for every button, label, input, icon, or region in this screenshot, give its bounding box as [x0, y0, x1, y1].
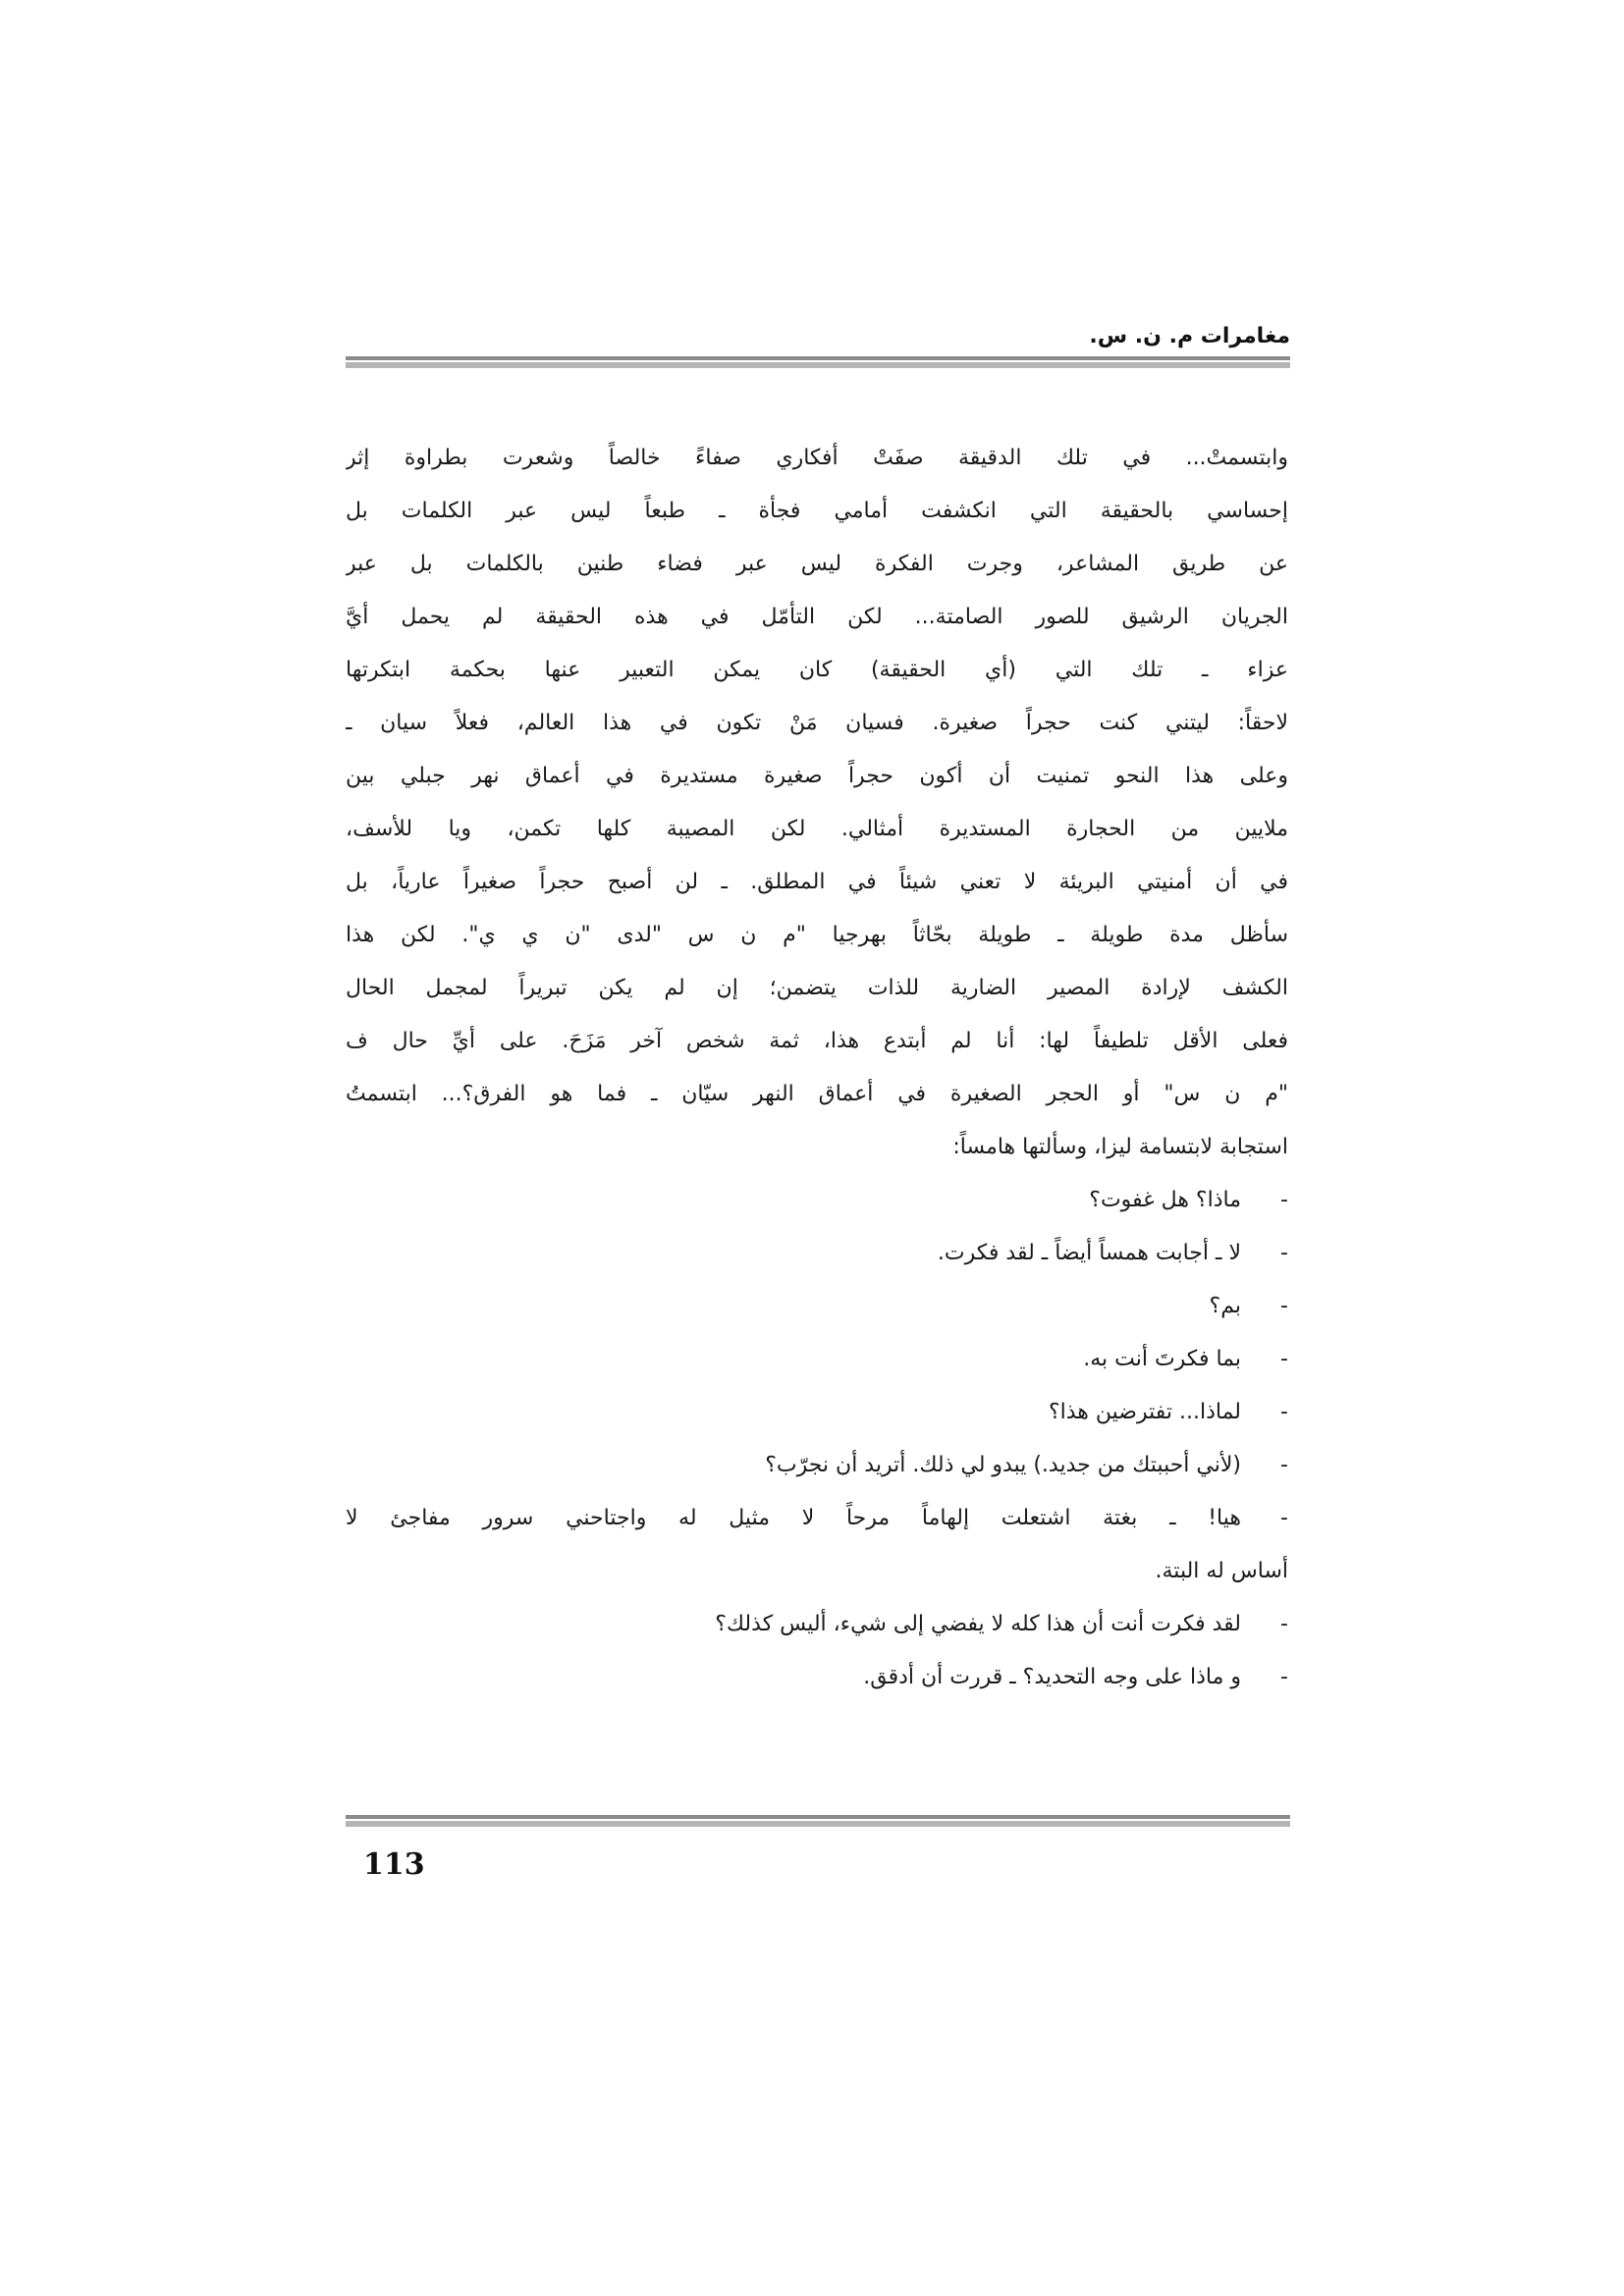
dialogue-dash: -: [1280, 1612, 1288, 1636]
dialogue-text: لقد فكرت أنت أن هذا كله لا يفضي إلى شيء، أليس كذلك؟: [715, 1612, 1241, 1636]
dialogue-line: [346, 1333, 1288, 1386]
dialogue-line: [346, 1439, 1288, 1492]
text-line: ملايين من الحجارة المستديرة أمثالي. لكن المصيبة كلها تكمن، ويا للأسف،: [346, 817, 1288, 841]
dialogue-block: [346, 1174, 1288, 1704]
dialogue-text: و ماذا على وجه التحديد؟ ـ قررت أن أدقق.: [863, 1665, 1241, 1689]
text-line: وابتسمتْ... في تلك الدقيقة صفَتْ أفكاري صفاءً خالصاً وشعرت بطراوة إثر: [346, 446, 1288, 470]
text-line: فعلى الأقل تلطيفاً لها: أنا لم أبتدع هذا، ثمة شخص آخر مَزَحَ. على أيِّ حال ف: [346, 1029, 1288, 1053]
dialogue-text: لماذا... تفترضين هذا؟: [1048, 1400, 1241, 1424]
text-line: إحساسي بالحقيقة التي انكشفت أمامي فجأة ـ طبعاً ليس عبر الكلمات بل: [346, 499, 1288, 523]
text-line: عزاء ـ تلك التي (أي الحقيقة) كان يمكن التعبير عنها بحكمة ابتكرتها: [346, 658, 1288, 682]
dialogue-line: [346, 1651, 1288, 1704]
dialogue-dash: -: [1280, 1665, 1288, 1689]
body-text: [346, 432, 1288, 1704]
header-rule: [346, 356, 1290, 368]
text-line: استجابة لابتسامة ليزا، وسألتها هامساً:: [952, 1135, 1288, 1159]
dialogue-text: (لأني أحببتك من جديد.) يبدو لي ذلك. أتريد أن نجرّب؟: [765, 1453, 1241, 1477]
dialogue-line: [346, 1492, 1288, 1545]
dialogue-line: [346, 1386, 1288, 1439]
dialogue-text: هيا! ـ بغتة اشتعلت إلهاماً مرحاً لا مثيل له واجتاحني سرور مفاجئ لا: [346, 1506, 1241, 1530]
text-line: الجريان الرشيق للصور الصامتة... لكن التأمّل في هذه الحقيقة لم يحمل أيَّ: [346, 605, 1288, 629]
dialogue-text: بما فكرتَ أنت به.: [1083, 1347, 1241, 1371]
page-number: 113: [363, 1847, 425, 1882]
dialogue-dash: -: [1280, 1506, 1288, 1530]
dialogue-line: [346, 1280, 1288, 1333]
dialogue-dash: -: [1280, 1400, 1288, 1424]
text-line: سأظل مدة طويلة ـ طويلة بحّاثاً بهرجيا "م ن س "لدى "ن ي ي". لكن هذا: [346, 923, 1288, 947]
dialogue-text: ماذا؟ هل غفوت؟: [1089, 1188, 1241, 1212]
footer-rule: [346, 1815, 1290, 1827]
dialogue-line: [346, 1227, 1288, 1280]
text-line: وعلى هذا النحو تمنيت أن أكون حجراً صغيرة مستديرة في أعماق نهر جبلي بين: [346, 764, 1288, 788]
dialogue-text: بم؟: [1209, 1294, 1241, 1318]
text-line: في أن أمنيتي البريئة لا تعني شيئاً في المطلق. ـ لن أصبح حجراً صغيراً عارياً، بل: [346, 870, 1288, 894]
dialogue-dash: -: [1280, 1453, 1288, 1477]
text-line: لاحقاً: ليتني كنت حجراً صغيرة. فسيان مَنْ تكون في هذا العالم، فعلاً سيان ـ: [346, 711, 1288, 735]
text-line: الكشف لإرادة المصير الضارية للذات يتضمن؛ إن لم يكن تبريراً لمجمل الحال: [346, 976, 1288, 1000]
paragraph: [346, 432, 1288, 1174]
dialogue-dash: -: [1280, 1294, 1288, 1318]
dialogue-line: [346, 1598, 1288, 1651]
text-line: "م ن س" أو الحجر الصغيرة في أعماق النهر سيّان ـ فما هو الفرق؟... ابتسمتُ: [346, 1082, 1288, 1106]
dialogue-text: أساس له البتة.: [1155, 1559, 1288, 1583]
text-line: عن طريق المشاعر، وجرت الفكرة ليس عبر فضاء طنين بالكلمات بل عبر: [346, 552, 1288, 576]
dialogue-line: [346, 1174, 1288, 1227]
dialogue-dash: -: [1280, 1188, 1288, 1212]
dialogue-text: لا ـ أجابت همساً أيضاً ـ لقد فكرت.: [937, 1241, 1241, 1265]
dialogue-continuation: [346, 1545, 1288, 1598]
dialogue-dash: -: [1280, 1241, 1288, 1265]
dialogue-dash: -: [1280, 1347, 1288, 1371]
running-header: مغامرات م. ن. س.: [1089, 324, 1290, 348]
